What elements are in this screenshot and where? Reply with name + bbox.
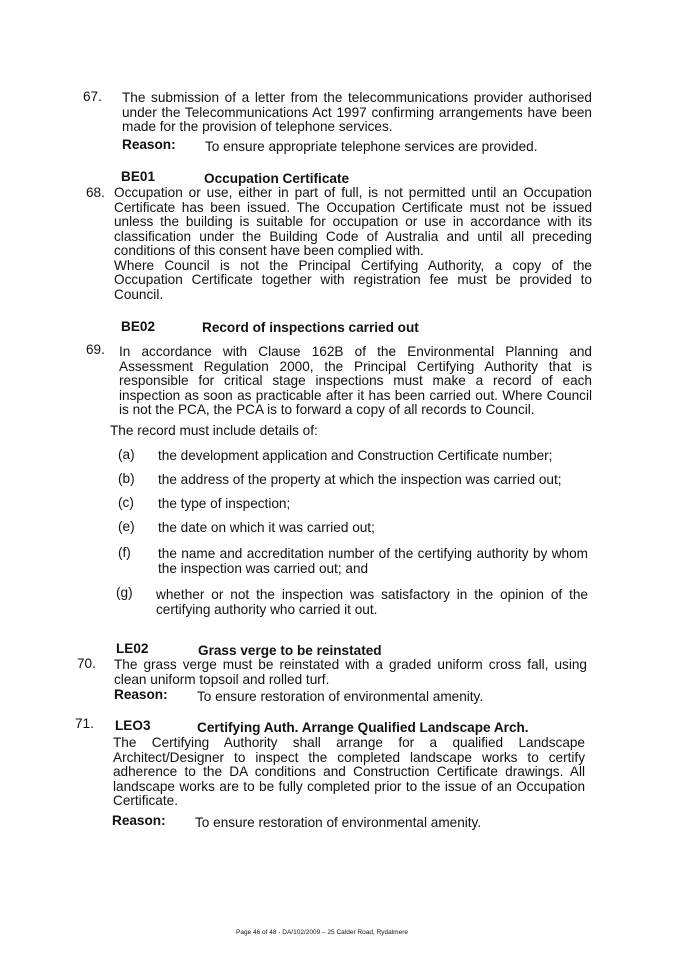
list-item-text: the name and accreditation number of the certifying authority by whom the inspection was carried out; and (158, 546, 588, 576)
list-item-marker: (c) (118, 495, 134, 510)
condition-70-text (114, 658, 587, 687)
list-item-marker: (a) (118, 447, 135, 462)
condition-68-paragraph-1: Occupation or use, either in part of full, is not permitted until an Occupation Certificate has been issued. The Occupation Certificate must not be issued unless the building is suitable for occupation or use in accordance with its classification under the Building Code of Australia and until all preceding conditions of this consent have been complied with. (114, 185, 592, 258)
condition-67-reason-label: Reason: (122, 137, 176, 152)
condition-68-paragraph-2: Where Council is not the Principal Certifying Authority, a copy of the Occupation Certificate together with registration fee must be provided to Council. (114, 257, 592, 302)
condition-71-code: LEO3 (115, 718, 151, 733)
condition-71-text (113, 736, 585, 809)
list-item-text: the address of the property at which the inspection was carried out; (158, 472, 562, 487)
condition-71-reason-text: To ensure restoration of environmental amenity. (195, 815, 482, 830)
condition-70-title: Grass verge to be reinstated (198, 643, 382, 658)
condition-number-68: 68. (86, 185, 105, 200)
condition-68-text (114, 186, 592, 302)
condition-67-text (122, 91, 592, 135)
condition-67-paragraph: The submission of a letter from the telecommunications provider authorised under the Telecommunications Act 1997 confirming arrangements have been made for the provision of telephone services. (122, 90, 592, 134)
condition-71-reason-label: Reason: (112, 813, 166, 828)
condition-67-reason-text: To ensure appropriate telephone services are provided. (205, 139, 538, 154)
condition-69-intro: The record must include details of: (110, 423, 318, 438)
list-item-text: the type of inspection; (158, 496, 291, 511)
condition-number-69: 69. (86, 342, 105, 357)
condition-number-70: 70. (77, 656, 96, 671)
condition-71-paragraph: The Certifying Authority shall arrange for a qualified Landscape Architect/Designer to inspect the completed landscape works to certify adherence to the DA conditions and Construction Certificate drawings. All landscape works are to be fully completed prior to the issue of an Occupation Certificate. (113, 735, 585, 808)
list-item-marker: (b) (118, 471, 135, 486)
condition-69-text (119, 345, 592, 418)
condition-number-67: 67. (83, 89, 102, 104)
condition-68-title: Occupation Certificate (204, 171, 350, 186)
list-item-text: the development application and Construction Certificate number; (158, 448, 553, 463)
list-item-marker: (g) (116, 585, 133, 600)
condition-69-title: Record of inspections carried out (202, 320, 419, 335)
condition-70-reason-label: Reason: (114, 687, 168, 702)
condition-70-code: LE02 (116, 641, 149, 656)
list-item-text: the date on which it was carried out; (158, 520, 375, 535)
condition-70-reason-text: To ensure restoration of environmental amenity. (197, 689, 484, 704)
page-footer: Page 46 of 48 - DA/102/2009 – 25 Calder Road, Rydalmere (236, 929, 408, 936)
list-item-marker: (e) (118, 519, 135, 534)
list-item-text: whether or not the inspection was satisfactory in the opinion of the certifying authority who carried it out. (156, 587, 588, 617)
condition-number-71: 71. (75, 716, 94, 731)
condition-68-code: BE01 (121, 169, 156, 184)
condition-69-code: BE02 (121, 319, 156, 334)
condition-69-paragraph: In accordance with Clause 162B of the Environmental Planning and Assessment Regulation 2000, the Principal Certifying Authority that is responsible for critical stage inspections must make a record of each inspection as soon as practicable after it has been carried out. Where Council is not the PCA, the PCA is to forward a copy of all records to Council. (119, 344, 592, 417)
condition-71-title: Certifying Auth. Arrange Qualified Landscape Arch. (197, 720, 529, 735)
list-item-marker: (f) (118, 545, 131, 560)
condition-70-paragraph: The grass verge must be reinstated with a graded uniform cross fall, using clean uniform topsoil and rolled turf. (114, 657, 587, 687)
